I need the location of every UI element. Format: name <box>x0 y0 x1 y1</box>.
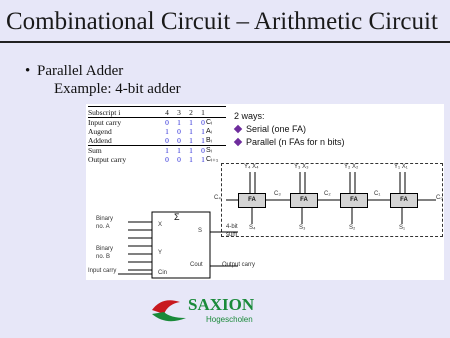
row-symbol: Cᵢ₊₁ <box>206 156 219 163</box>
y-port: Y <box>158 250 163 256</box>
sigma-symbol: Σ <box>174 212 180 222</box>
table-row <box>88 118 226 127</box>
row-value: 0 <box>201 146 205 155</box>
row-value: 1 <box>189 127 193 136</box>
row-label: Output carry <box>88 155 127 164</box>
row-value: 0 <box>165 155 169 164</box>
row-value: 3 <box>177 108 181 117</box>
table-row <box>88 155 226 164</box>
row-value: 1 <box>177 146 181 155</box>
adder-block-diagram <box>88 200 298 280</box>
cin-port: Cin <box>158 270 168 276</box>
bullet-dot-icon: • <box>25 63 31 79</box>
row-value: 1 <box>189 136 193 145</box>
bullet-item <box>25 62 124 80</box>
input-label: Y₂ X₂ <box>344 164 359 170</box>
binary-b-label-2: no. B <box>96 254 111 260</box>
full-adder-block: FA <box>238 193 266 208</box>
output-carry-label: Output carry <box>222 262 256 268</box>
saxion-logo <box>150 292 290 328</box>
table-row <box>88 127 226 136</box>
row-value: 1 <box>201 127 205 136</box>
input-label: Y₁ X₁ <box>394 164 408 170</box>
title-rule <box>0 41 450 43</box>
table-row <box>88 108 226 117</box>
bullet-subtext: Example: 4-bit adder <box>54 81 181 97</box>
row-label: Sum <box>88 146 102 155</box>
row-value: 1 <box>177 118 181 127</box>
row-value: 1 <box>165 146 169 155</box>
sum-label: S₄ <box>249 225 256 231</box>
row-label: Subscript i <box>88 108 121 117</box>
ways-heading: 2 ways: <box>234 111 265 121</box>
input-label: Y₄ X₄ <box>244 164 259 170</box>
full-adder-block: FA <box>290 193 318 208</box>
row-symbol: Sᵢ <box>206 147 212 154</box>
row-symbol: Cᵢ <box>206 119 213 126</box>
full-adder-block: FA <box>390 193 418 208</box>
row-value: 1 <box>201 108 205 117</box>
carry-label: C₃ <box>274 191 281 197</box>
logo-name: SAXION <box>188 295 255 314</box>
row-symbol: Aᵢ <box>206 128 212 135</box>
bullet-text: Parallel Adder <box>37 63 124 79</box>
row-value: 1 <box>189 155 193 164</box>
row-value: 1 <box>165 127 169 136</box>
row-label: Augend <box>88 127 112 136</box>
binary-b-label: Binary <box>96 246 114 252</box>
carry-label: C₄ <box>214 195 221 201</box>
sum-label: S₁ <box>399 225 406 231</box>
row-value: 0 <box>177 136 181 145</box>
ways-box <box>234 110 345 149</box>
row-value: 4 <box>165 108 169 117</box>
row-value: 1 <box>201 155 205 164</box>
binary-a-label: Binary <box>96 216 114 222</box>
diamond-bullet-icon <box>234 125 242 133</box>
sum-label: 4-bit <box>226 224 238 230</box>
diamond-bullet-icon <box>234 138 242 146</box>
ways-item: Serial (one FA) <box>234 123 345 136</box>
row-label: Input carry <box>88 118 122 127</box>
s-port: S <box>198 228 203 234</box>
carry-label: C₂ <box>324 191 331 197</box>
carry-label: C₁ <box>374 191 381 197</box>
row-value: 0 <box>165 118 169 127</box>
slide-title: Combinational Circuit – Arithmetic Circuit <box>6 8 438 35</box>
x-port: X <box>158 222 163 228</box>
table-row <box>88 146 226 155</box>
input-label: Y₃ X₃ <box>294 164 309 170</box>
row-value: 0 <box>165 136 169 145</box>
row-value: 1 <box>189 146 193 155</box>
sum-label: S₃ <box>299 225 306 231</box>
row-symbol: Bᵢ <box>206 137 212 144</box>
row-value: 0 <box>177 155 181 164</box>
figure <box>86 104 444 280</box>
sum-label-2: sum <box>226 232 238 238</box>
logo-sub: Hogescholen <box>206 315 253 324</box>
full-adder-block: FA <box>340 193 368 208</box>
row-value: 0 <box>201 118 205 127</box>
row-value: 1 <box>201 136 205 145</box>
ways-item: Parallel (n FAs for n bits) <box>234 136 345 149</box>
row-label: Addend <box>88 136 112 145</box>
row-value: 1 <box>189 118 193 127</box>
table-top-rule <box>88 106 226 107</box>
adder-table <box>88 106 226 164</box>
sum-label: S₂ <box>349 225 356 231</box>
table-row <box>88 136 226 145</box>
binary-a-label-2: no. A <box>96 224 110 230</box>
input-carry-label: Input carry <box>88 268 117 274</box>
carry-label: C₀ <box>436 195 443 201</box>
row-value: 2 <box>189 108 193 117</box>
cout-port: Cout <box>190 262 203 268</box>
row-value: 0 <box>177 127 181 136</box>
